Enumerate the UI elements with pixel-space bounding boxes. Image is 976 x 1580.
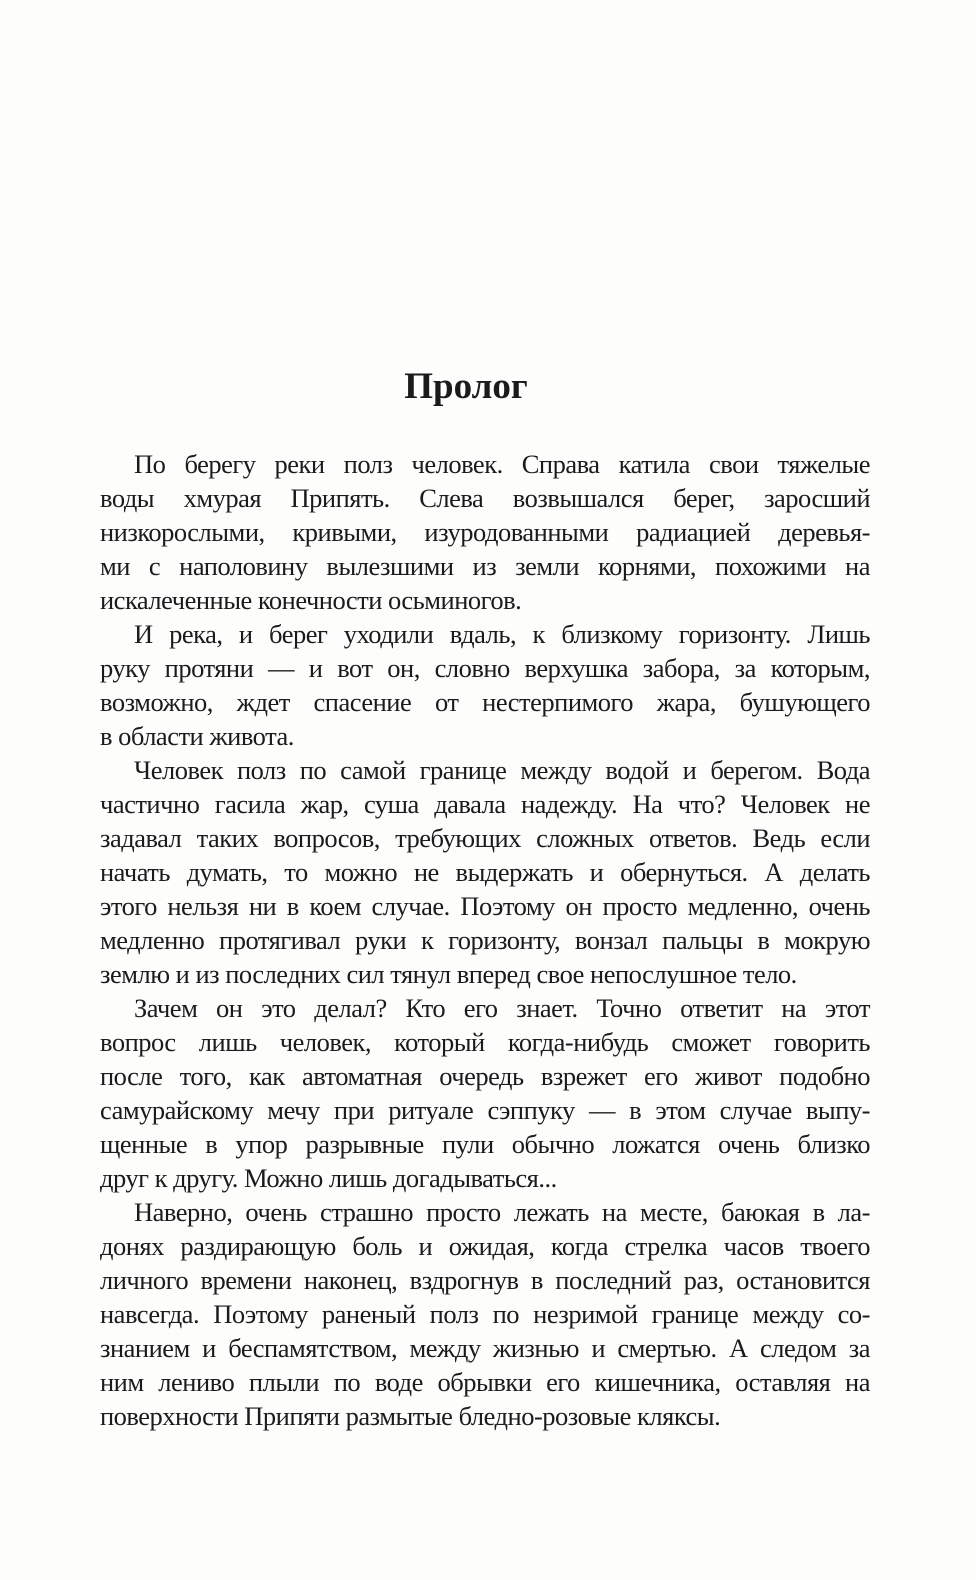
text-line: этого нельзя ни в коем случае. Поэтому он просто медленно, очень [100, 891, 870, 921]
text-line: возможно, ждет спасение от нестерпимого жара, бушующего [100, 687, 870, 717]
text-line: задавал таких вопросов, требующих сложных ответов. Ведь если [100, 823, 870, 853]
text-line: поверхности Припяти размытые бледно-розовые кляксы. [100, 1401, 721, 1431]
text-line: По берегу реки полз человек. Справа катила свои тяжелые [134, 449, 870, 479]
text-line: донях раздирающую боль и ожидая, когда стрелка часов твоего [100, 1231, 870, 1261]
text-line: ми с наполовину вылезшими из земли корнями, похожими на [100, 551, 870, 581]
text-line: знанием и беспамятством, между жизнью и смертью. А следом за [100, 1333, 870, 1363]
text-line: самурайскому мечу при ритуале сэппуку — в этом случае выпу- [100, 1095, 870, 1125]
paragraph [100, 753, 870, 991]
text-line: частично гасила жар, суша давала надежду. На что? Человек не [100, 789, 870, 819]
text-line: после того, как автоматная очередь взрежет его живот подобно [100, 1061, 870, 1091]
paragraph [100, 617, 870, 753]
text-line: вопрос лишь человек, который когда-нибудь сможет говорить [100, 1027, 870, 1057]
text-line: в области живота. [100, 721, 294, 751]
text-line: землю и из последних сил тянул вперед свое непослушное тело. [100, 959, 797, 989]
chapter-title: Пролог [404, 366, 528, 407]
text-line: начать думать, то можно не выдержать и обернуться. А делать [100, 857, 870, 887]
text-line: Зачем он это делал? Кто его знает. Точно ответит на этот [134, 993, 870, 1023]
paragraph [100, 991, 870, 1195]
text-line: друг к другу. Можно лишь догадываться... [100, 1163, 557, 1193]
text-line: И река, и берег уходили вдаль, к близкому горизонту. Лишь [134, 619, 870, 649]
paragraph [100, 447, 870, 617]
text-line: медленно протягивал руки к горизонту, вонзал пальцы в мокрую [100, 925, 870, 955]
text-line: Наверно, очень страшно просто лежать на месте, баюкая в ла- [134, 1197, 870, 1227]
text-line: щенные в упор разрывные пули обычно ложатся очень близко [100, 1129, 870, 1159]
page-text [100, 447, 870, 1433]
text-line: руку протяни — и вот он, словно верхушка забора, за которым, [100, 653, 870, 683]
text-line: искалеченные конечности осьминогов. [100, 585, 522, 615]
text-line: воды хмурая Припять. Слева возвышался берег, заросший [100, 483, 870, 513]
text-line: низкорослыми, кривыми, изуродованными радиацией деревья- [100, 517, 870, 547]
text-line: навсегда. Поэтому раненый полз по незримой границе между со- [100, 1299, 870, 1329]
text-line: личного времени наконец, вздрогнув в последний раз, остановится [100, 1265, 870, 1295]
paragraph [100, 1195, 870, 1433]
text-line: Человек полз по самой границе между водой и берегом. Вода [134, 755, 870, 785]
text-line: ним лениво плыли по воде обрывки его кишечника, оставляя на [100, 1367, 870, 1397]
